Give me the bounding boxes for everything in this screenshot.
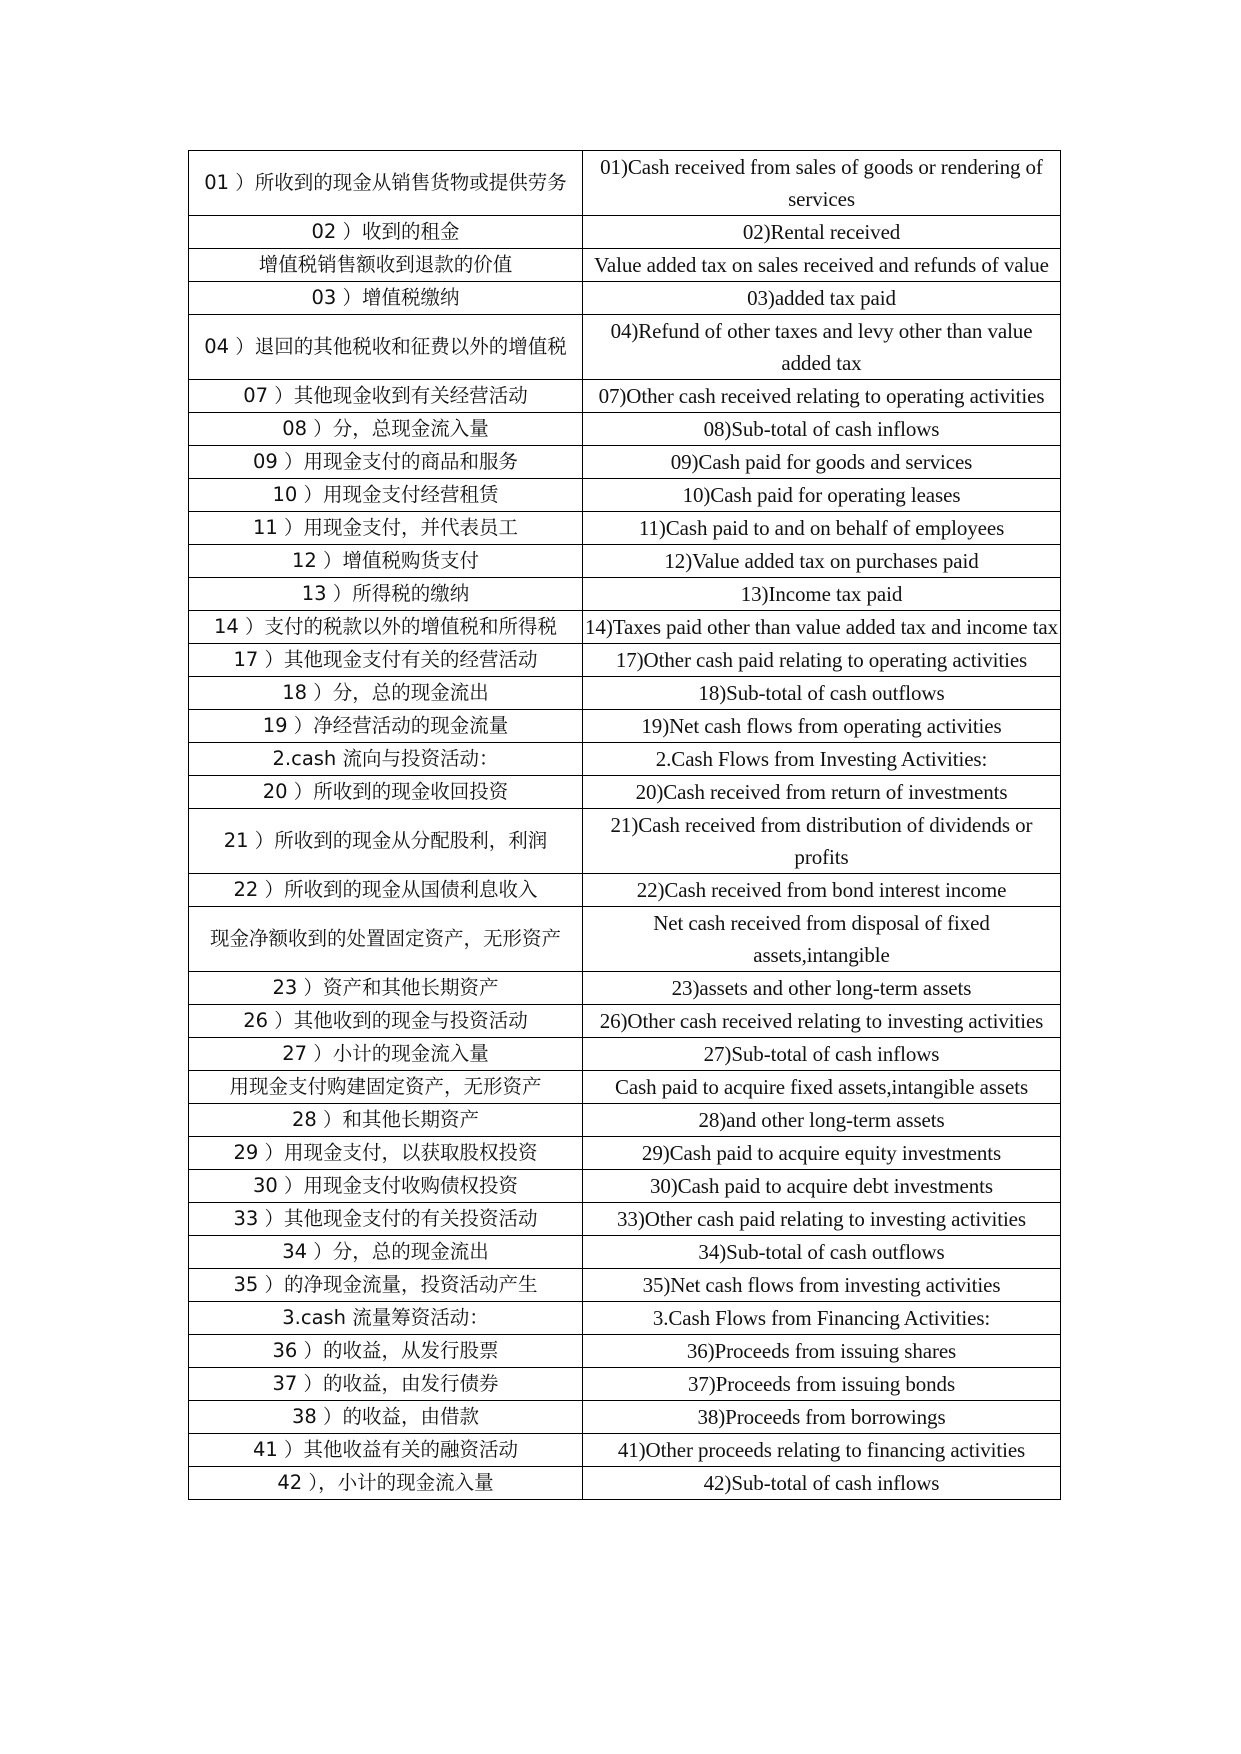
english-term-cell: 12)Value added tax on purchases paid xyxy=(583,545,1061,578)
chinese-term-cell: 29 ）用现金支付，以获取股权投资 xyxy=(189,1137,583,1170)
table-row xyxy=(189,611,1061,644)
table-row xyxy=(189,479,1061,512)
table-row xyxy=(189,413,1061,446)
chinese-term-cell: 13 ）所得税的缴纳 xyxy=(189,578,583,611)
english-term-cell: 29)Cash paid to acquire equity investments xyxy=(583,1137,1061,1170)
english-term-cell: 18)Sub-total of cash outflows xyxy=(583,677,1061,710)
english-term-cell: 04)Refund of other taxes and levy other than value added tax xyxy=(583,315,1061,380)
chinese-term-cell: 03 ）增值税缴纳 xyxy=(189,282,583,315)
english-term-cell: 23)assets and other long-term assets xyxy=(583,972,1061,1005)
chinese-term-cell: 28 ）和其他长期资产 xyxy=(189,1104,583,1137)
cash-flow-glossary-table xyxy=(188,150,1061,1500)
english-term-cell: 36)Proceeds from issuing shares xyxy=(583,1335,1061,1368)
english-term-cell: 35)Net cash flows from investing activities xyxy=(583,1269,1061,1302)
table-row xyxy=(189,446,1061,479)
table-row xyxy=(189,644,1061,677)
table-row xyxy=(189,216,1061,249)
chinese-term-cell: 38 ）的收益，由借款 xyxy=(189,1401,583,1434)
english-term-cell: 03)added tax paid xyxy=(583,282,1061,315)
table-row xyxy=(189,1269,1061,1302)
table-row xyxy=(189,1137,1061,1170)
table-row xyxy=(189,151,1061,216)
table-row xyxy=(189,315,1061,380)
chinese-term-cell: 02 ）收到的租金 xyxy=(189,216,583,249)
chinese-term-cell: 17 ）其他现金支付有关的经营活动 xyxy=(189,644,583,677)
table-row xyxy=(189,776,1061,809)
chinese-term-cell: 11 ）用现金支付，并代表员工 xyxy=(189,512,583,545)
table-row xyxy=(189,1005,1061,1038)
english-term-cell: 17)Other cash paid relating to operating activities xyxy=(583,644,1061,677)
english-term-cell: 27)Sub-total of cash inflows xyxy=(583,1038,1061,1071)
table-row xyxy=(189,1467,1061,1500)
table-row xyxy=(189,249,1061,282)
chinese-term-cell: 20 ）所收到的现金收回投资 xyxy=(189,776,583,809)
table-row xyxy=(189,1203,1061,1236)
english-term-cell: 33)Other cash paid relating to investing activities xyxy=(583,1203,1061,1236)
english-term-cell: 2.Cash Flows from Investing Activities: xyxy=(583,743,1061,776)
table-row xyxy=(189,512,1061,545)
table-row xyxy=(189,1335,1061,1368)
english-term-cell: 37)Proceeds from issuing bonds xyxy=(583,1368,1061,1401)
english-term-cell: 02)Rental received xyxy=(583,216,1061,249)
english-term-cell: 30)Cash paid to acquire debt investments xyxy=(583,1170,1061,1203)
table-row xyxy=(189,1170,1061,1203)
table-row xyxy=(189,809,1061,874)
english-term-cell: 3.Cash Flows from Financing Activities: xyxy=(583,1302,1061,1335)
table-row xyxy=(189,578,1061,611)
chinese-term-cell: 用现金支付购建固定资产，无形资产 xyxy=(189,1071,583,1104)
table-row xyxy=(189,710,1061,743)
table-row xyxy=(189,1038,1061,1071)
chinese-term-cell: 42 ），小计的现金流入量 xyxy=(189,1467,583,1500)
english-term-cell: 38)Proceeds from borrowings xyxy=(583,1401,1061,1434)
chinese-term-cell: 19 ）净经营活动的现金流量 xyxy=(189,710,583,743)
english-term-cell: 41)Other proceeds relating to financing activities xyxy=(583,1434,1061,1467)
chinese-term-cell: 10 ）用现金支付经营租赁 xyxy=(189,479,583,512)
table-row xyxy=(189,1434,1061,1467)
chinese-term-cell: 04 ）退回的其他税收和征费以外的增值税 xyxy=(189,315,583,380)
table-row xyxy=(189,907,1061,972)
english-term-cell: 20)Cash received from return of investments xyxy=(583,776,1061,809)
english-term-cell: 26)Other cash received relating to investing activities xyxy=(583,1005,1061,1038)
chinese-term-cell: 23 ）资产和其他长期资产 xyxy=(189,972,583,1005)
table-row xyxy=(189,1401,1061,1434)
english-term-cell: 10)Cash paid for operating leases xyxy=(583,479,1061,512)
english-term-cell: Value added tax on sales received and refunds of value xyxy=(583,249,1061,282)
chinese-term-cell: 2.cash 流向与投资活动： xyxy=(189,743,583,776)
english-term-cell: Cash paid to acquire fixed assets,intangible assets xyxy=(583,1071,1061,1104)
chinese-term-cell: 07 ）其他现金收到有关经营活动 xyxy=(189,380,583,413)
table-row xyxy=(189,380,1061,413)
table-row xyxy=(189,282,1061,315)
chinese-term-cell: 30 ）用现金支付收购债权投资 xyxy=(189,1170,583,1203)
table-row xyxy=(189,1302,1061,1335)
table-row xyxy=(189,1104,1061,1137)
chinese-term-cell: 3.cash 流量筹资活动： xyxy=(189,1302,583,1335)
chinese-term-cell: 18 ）分，总的现金流出 xyxy=(189,677,583,710)
chinese-term-cell: 34 ）分，总的现金流出 xyxy=(189,1236,583,1269)
english-term-cell: 08)Sub-total of cash inflows xyxy=(583,413,1061,446)
chinese-term-cell: 12 ）增值税购货支付 xyxy=(189,545,583,578)
english-term-cell: 11)Cash paid to and on behalf of employees xyxy=(583,512,1061,545)
chinese-term-cell: 22 ）所收到的现金从国债利息收入 xyxy=(189,874,583,907)
chinese-term-cell: 21 ）所收到的现金从分配股利，利润 xyxy=(189,809,583,874)
table-row xyxy=(189,1071,1061,1104)
table-row xyxy=(189,1368,1061,1401)
english-term-cell: 07)Other cash received relating to operating activities xyxy=(583,380,1061,413)
table-row xyxy=(189,743,1061,776)
english-term-cell: 34)Sub-total of cash outflows xyxy=(583,1236,1061,1269)
english-term-cell: 42)Sub-total of cash inflows xyxy=(583,1467,1061,1500)
table-body xyxy=(189,151,1061,1500)
table-row xyxy=(189,677,1061,710)
chinese-term-cell: 14 ）支付的税款以外的增值税和所得税 xyxy=(189,611,583,644)
chinese-term-cell: 现金净额收到的处置固定资产，无形资产 xyxy=(189,907,583,972)
english-term-cell: 09)Cash paid for goods and services xyxy=(583,446,1061,479)
chinese-term-cell: 增值税销售额收到退款的价值 xyxy=(189,249,583,282)
table-row xyxy=(189,972,1061,1005)
chinese-term-cell: 37 ）的收益，由发行债券 xyxy=(189,1368,583,1401)
chinese-term-cell: 36 ）的收益，从发行股票 xyxy=(189,1335,583,1368)
chinese-term-cell: 26 ）其他收到的现金与投资活动 xyxy=(189,1005,583,1038)
english-term-cell: Net cash received from disposal of fixed assets,intangible xyxy=(583,907,1061,972)
chinese-term-cell: 41 ）其他收益有关的融资活动 xyxy=(189,1434,583,1467)
chinese-term-cell: 09 ）用现金支付的商品和服务 xyxy=(189,446,583,479)
chinese-term-cell: 33 ）其他现金支付的有关投资活动 xyxy=(189,1203,583,1236)
english-term-cell: 01)Cash received from sales of goods or rendering of services xyxy=(583,151,1061,216)
english-term-cell: 19)Net cash flows from operating activities xyxy=(583,710,1061,743)
table-row xyxy=(189,545,1061,578)
english-term-cell: 28)and other long-term assets xyxy=(583,1104,1061,1137)
chinese-term-cell: 08 ）分，总现金流入量 xyxy=(189,413,583,446)
chinese-term-cell: 27 ）小计的现金流入量 xyxy=(189,1038,583,1071)
chinese-term-cell: 35 ）的净现金流量，投资活动产生 xyxy=(189,1269,583,1302)
table-row xyxy=(189,1236,1061,1269)
english-term-cell: 22)Cash received from bond interest income xyxy=(583,874,1061,907)
english-term-cell: 21)Cash received from distribution of dividends or profits xyxy=(583,809,1061,874)
english-term-cell: 13)Income tax paid xyxy=(583,578,1061,611)
chinese-term-cell: 01 ）所收到的现金从销售货物或提供劳务 xyxy=(189,151,583,216)
english-term-cell: 14)Taxes paid other than value added tax and income tax xyxy=(583,611,1061,644)
table-row xyxy=(189,874,1061,907)
